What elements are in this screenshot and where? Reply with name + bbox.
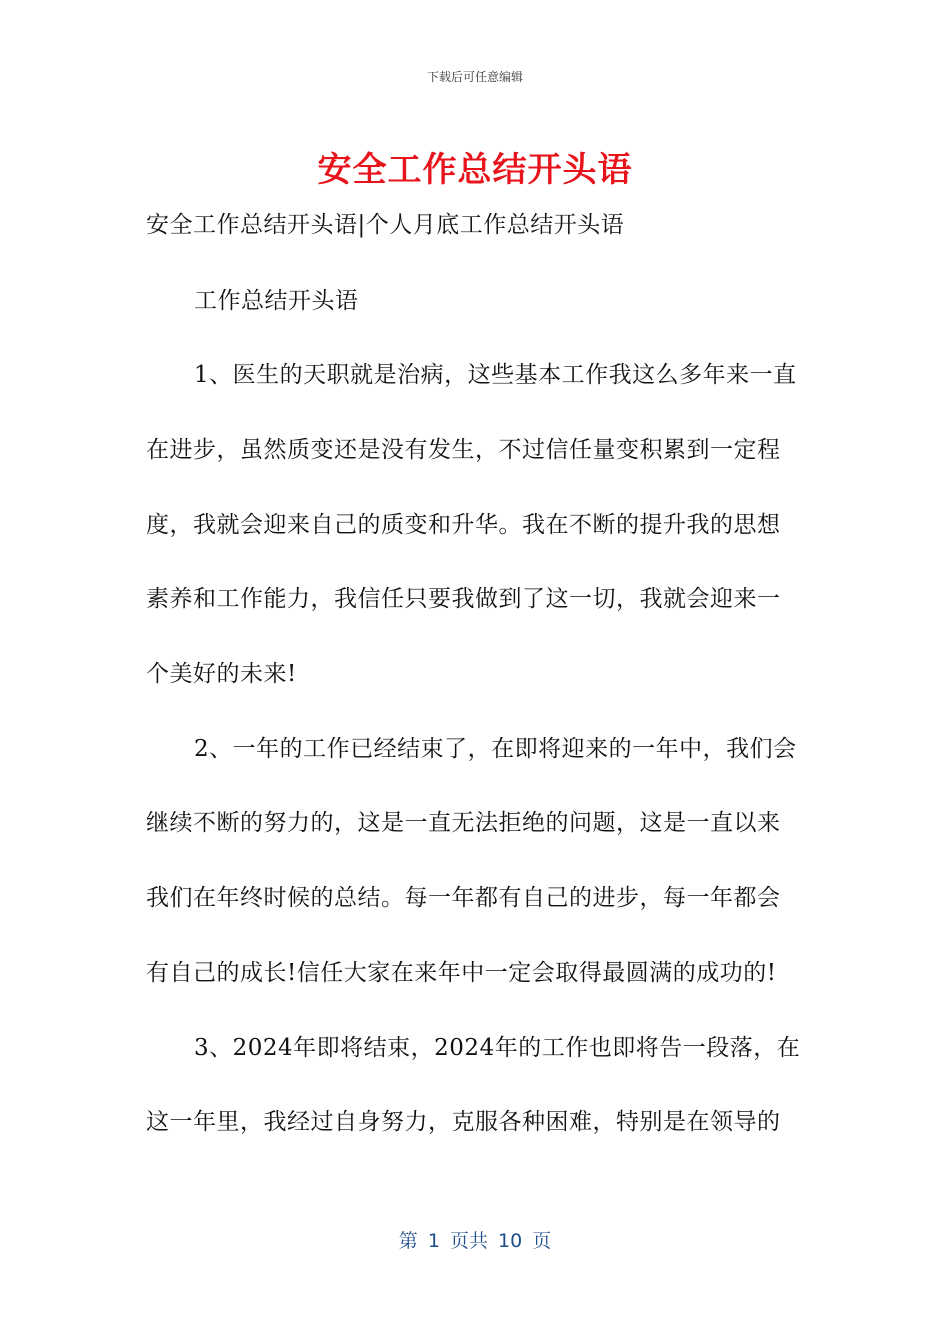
paragraph-line: 有自己的成长!信任大家在来年中一定会取得最圆满的成功的!: [146, 960, 777, 986]
section-heading: 工作总结开头语: [194, 288, 359, 314]
paragraph-line: 这一年里，我经过自身努力，克服各种困难，特别是在领导的: [146, 1109, 781, 1135]
paragraph-line: 在进步，虽然质变还是没有发生，不过信任量变积累到一定程: [146, 437, 781, 463]
paragraph-line: 1、医生的天职就是治病，这些基本工作我这么多年来一直: [194, 362, 797, 388]
paragraph-line: 素养和工作能力，我信任只要我做到了这一切，我就会迎来一: [146, 586, 781, 612]
paragraph-line: 度，我就会迎来自己的质变和升华。我在不断的提升我的思想: [146, 512, 781, 538]
document-title: 安全工作总结开头语: [317, 150, 633, 190]
paragraph-line: 我们在年终时候的总结。每一年都有自己的进步，每一年都会: [146, 885, 781, 911]
header-note: 下载后可任意编辑: [426, 70, 523, 84]
paragraph-line: 继续不断的努力的，这是一直无法拒绝的问题，这是一直以来: [146, 810, 781, 836]
page-footer: 第 1 页共 10 页: [398, 1230, 552, 1252]
subtitle-line: 安全工作总结开头语|个人月底工作总结开头语: [146, 212, 625, 238]
paragraph-line: 2、一年的工作已经结束了，在即将迎来的一年中，我们会: [194, 736, 797, 762]
paragraph-line: 3、2024年即将结束，2024年的工作也即将告一段落，在: [194, 1035, 801, 1061]
paragraph-line: 个美好的未来!: [146, 661, 297, 687]
